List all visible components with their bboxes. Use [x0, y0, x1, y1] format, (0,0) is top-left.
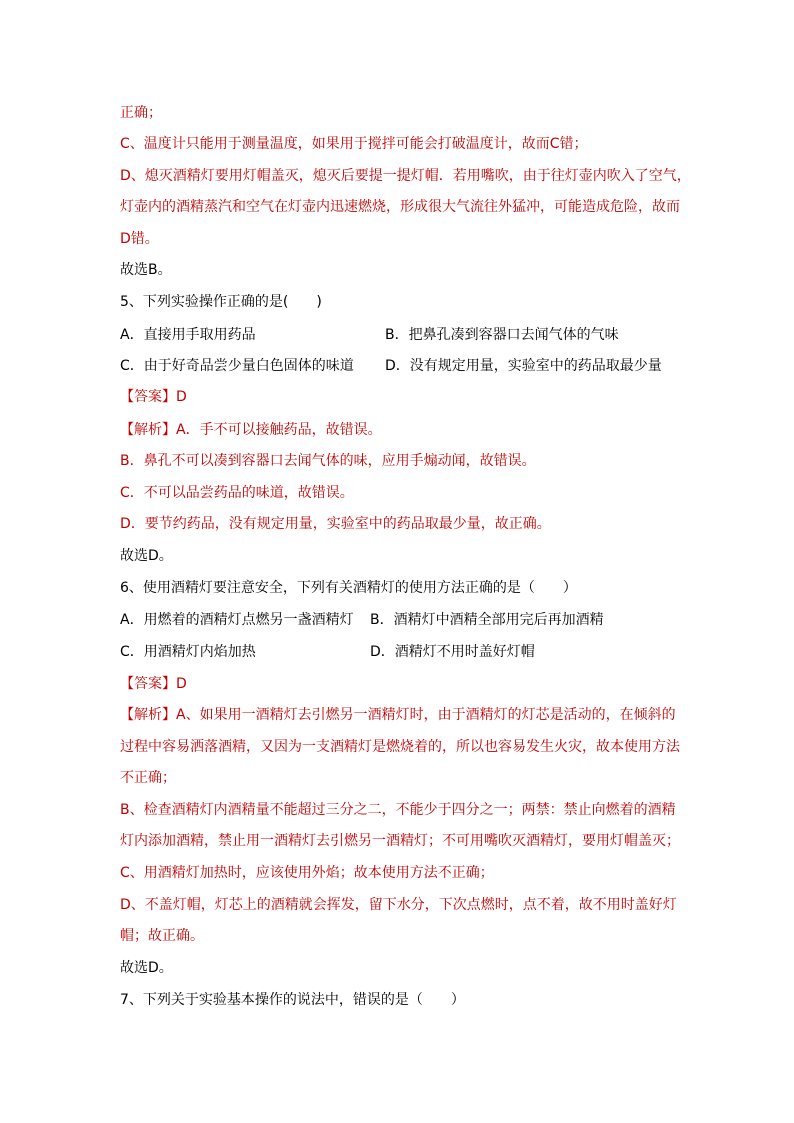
- analysis-line: D错。: [120, 231, 159, 247]
- analysis-line: 过程中容易洒落酒精，又因为一支酒精灯是燃烧着的，所以也容易发生火灾，故本使用方法: [120, 739, 680, 755]
- analysis-line: D、熄灭酒精灯要用灯帽盖灭，熄灭后要提一提灯帽．若用嘴吹，由于往灯壶内吹入了空气，: [120, 168, 691, 184]
- question-stem: 5、下列实验操作正确的是( ): [120, 294, 322, 310]
- analysis-line: 灯壶内的酒精蒸汽和空气在灯壶内迅速燃烧，形成很大气流往外猛冲，可能造成危险，故而: [120, 199, 680, 215]
- option-d: D．酒精灯不用时盖好灯帽: [370, 644, 535, 660]
- option-d: D．没有规定用量，实验室中的药品取最少量: [385, 358, 662, 374]
- analysis-line: B．鼻孔不可以凑到容器口去闻气体的味，应用手煽动闻，故错误。: [120, 453, 536, 469]
- analysis-line: 灯内添加酒精，禁止用一酒精灯去引燃另一酒精灯；不可用嘴吹灭酒精灯，要用灯帽盖灭；: [120, 833, 680, 849]
- option-a: A．用燃着的酒精灯点燃另一盏酒精灯: [120, 612, 354, 628]
- choice-line: 故选D。: [120, 548, 173, 564]
- analysis-line: [120, 705, 676, 725]
- answer-line: [120, 674, 187, 694]
- analysis-line: C．不可以品尝药品的味道，故错误。: [120, 485, 354, 501]
- answer-value: D: [176, 389, 187, 405]
- question-stem: 6、使用酒精灯要注意安全，下列有关酒精灯的使用方法正确的是（ ）: [120, 580, 577, 596]
- analysis-line: D．要节约药品，没有规定用量，实验室中的药品取最少量，故正确。: [120, 516, 551, 532]
- option-b: B．酒精灯中酒精全部用完后再加酒精: [370, 612, 604, 628]
- analysis-text: A．手不可以接触药品，故错误。: [176, 422, 382, 438]
- analysis-line: C、用酒精灯加热时，应该使用外焰；故本使用方法不正确；: [120, 865, 494, 881]
- option-b: B．把鼻孔凑到容器口去闻气体的气味: [385, 327, 619, 343]
- answer-tag: 【答案】: [120, 676, 176, 692]
- analysis-text: A、如果用一酒精灯去引燃另一酒精灯时，由于酒精灯的灯芯是活动的，在倾斜的: [176, 707, 676, 723]
- answer-tag: 【答案】: [120, 389, 176, 405]
- analysis-line: 正确；: [120, 105, 162, 121]
- analysis-tag: 【解析】: [120, 707, 176, 723]
- option-a: A．直接用手取用药品: [120, 327, 256, 343]
- answer-value: D: [176, 676, 187, 692]
- answer-line: [120, 387, 187, 407]
- analysis-line: C、温度计只能用于测量温度，如果用于搅拌可能会打破温度计，故而C错；: [120, 136, 588, 152]
- option-c: C．由于好奇品尝少量白色固体的味道: [120, 358, 354, 374]
- choice-line: 故选B。: [120, 262, 172, 278]
- analysis-line: 不正确；: [120, 770, 176, 786]
- analysis-tag: 【解析】: [120, 422, 176, 438]
- choice-line: 故选D。: [120, 960, 173, 976]
- analysis-line: D、不盖灯帽，灯芯上的酒精就会挥发，留下水分，下次点燃时，点不着，故不用时盖好灯: [120, 897, 677, 913]
- analysis-line: [120, 420, 382, 440]
- option-c: C．用酒精灯内焰加热: [120, 644, 256, 660]
- question-stem: 7、下列关于实验基本操作的说法中，错误的是（ ）: [120, 992, 465, 1008]
- analysis-line: B、检查酒精灯内酒精量不能超过三分之二，不能少于四分之一；两禁：禁止向燃着的酒精: [120, 802, 676, 818]
- analysis-line: 帽；故正确。: [120, 928, 204, 944]
